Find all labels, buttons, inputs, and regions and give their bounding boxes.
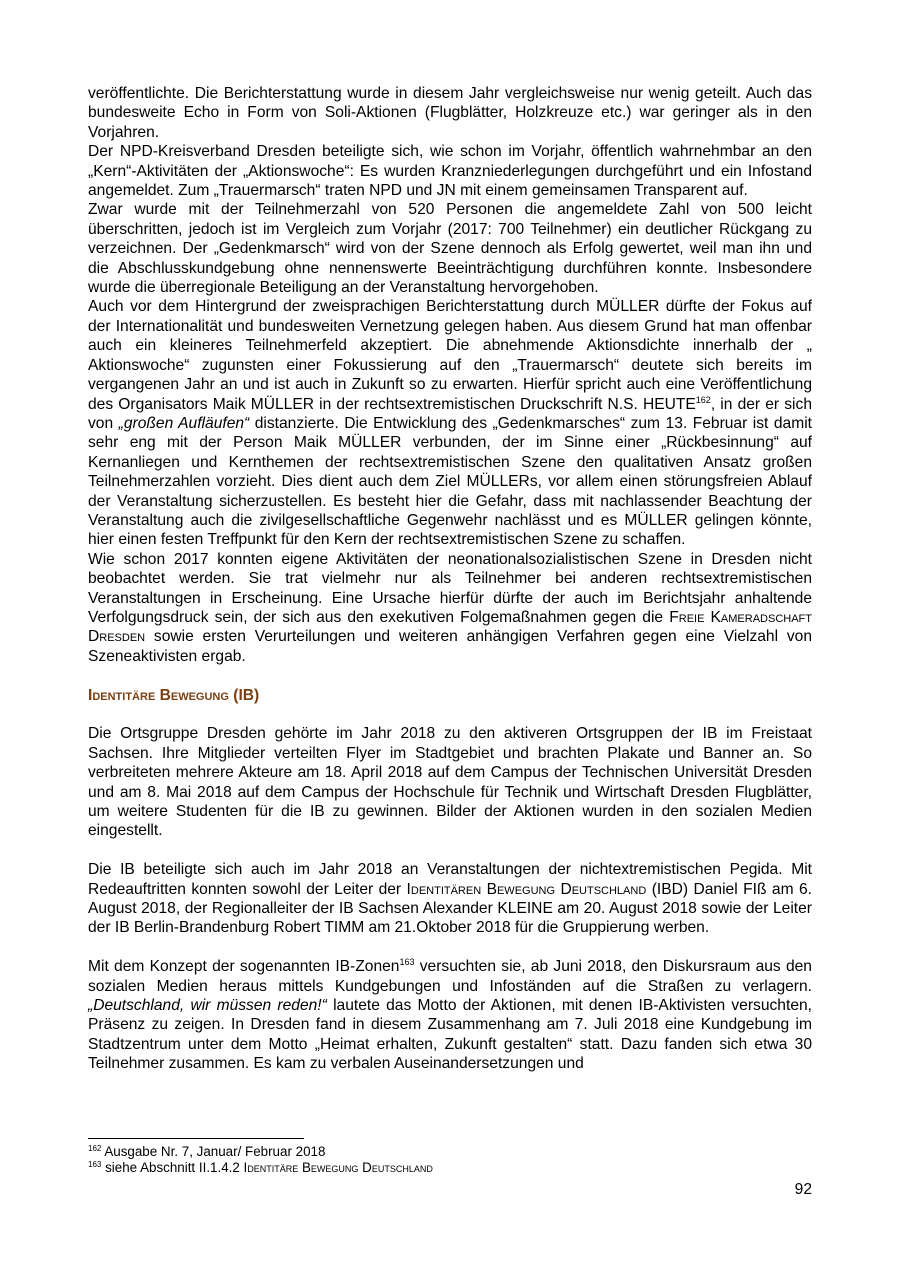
text-run: Auch vor dem Hintergrund der zweisprachigen Berichterstattung durch MÜLLER dürfte der Fokus auf der Internationalität und bundesweiten Vernetzung gelegen haben. Aus diesem Grund hat man offenbar auch ein kleineres Teilnehmerfeld akzeptiert. Die abnehmende Aktionsdichte innerhalb der „ Aktionswoche“ zugunsten einer Fokussierung auf den „Trauermarsch“ deutete sich bereits im vergangenen Jahr an und ist auch in Zukunft so zu erwarten. Hierfür spricht auch eine Veröffentlichung des Organisators Maik MÜLLER in der rechtsextremistischen Druckschrift N.S. HEUTE [88,298,812,413]
quote-emphasis: „Deutschland, wir müssen reden!“ [88,997,327,1015]
footnote-divider [88,1138,304,1139]
text-run: Die IB beteiligte sich auch im Jahr 2018 an Veranstaltungen der nichtextremistischen Pegida. Mit Redeauftritten konnten sowohl der Leiter der [88,861,812,898]
footnote-text: siehe Abschnitt II.1.4.2 [101,1160,244,1175]
footnotes [88,1144,812,1176]
text-run: versuchten sie, ab Juni 2018, den Diskursraum aus den sozialen Medien heraus mittels Kundgebungen und Infoständen auf die Straßen zu verlagern. [88,958,812,995]
text-run: Mit dem Konzept der sogenannten IB-Zonen [88,958,400,976]
page-number: 92 [794,1181,812,1198]
footnote-ref-162[interactable]: 162 [695,394,711,405]
footnote-163 [88,1160,812,1176]
heading-abbrev: (IB) [228,686,260,704]
section-heading-ib [88,686,812,705]
paragraph-mueller [88,297,812,549]
text-run: distanzierte. Die Entwicklung des „Gedenkmarsches“ zum 13. Februar ist damit sehr eng mit der Person Maik MÜLLER verbunden, der im Sinne einer „Rückbesinnung“ auf Kernanliegen und Kernthemen der rechtsextremistischen Szene den qualitativen Ansatz großen Teilnehmerzahlen vorzieht. Dies dient auch dem Ziel MÜLLERs, vor allem einen störungsfreien Ablauf der Veranstaltung sicherzustellen. Es besteht hier die Gefahr, dass mit nachlassender Beachtung der Veranstaltung auch die zivilgesellschaftliche Gegenwehr nachlässt und es MÜLLER gelingen könnte, hier einen festen Treffpunkt für den Kern der rechtsextremistischen Szene zu schaffen. [88,414,813,549]
text-run: (IBD) Daniel FIß am 6. August 2018, der Regionalleiter der IB Sachsen Alexander KLEINE am 20. August 2018 sowie der Leiter der IB Berlin-Brandenburg Robert TIMM am 21.Oktober 2018 für die Gruppierung werben. [88,880,812,937]
footnote-number: 163 [88,1160,102,1169]
paragraph-ib-dresden: Die Ortsgruppe Dresden gehörte im Jahr 2018 zu den aktiveren Ortsgruppen der IB im Freistaat Sachsen. Ihre Mitglieder verteilten Flyer im Stadtgebiet und brachten Plakate und Banner an. So verbreiteten mehrere Akteure am 18. April 2018 auf dem Campus der Technischen Universität Dresden und am 8. Mai 2018 auf dem Campus der Hochschule für Technik und Wirtschaft Dresden Flugblätter, um weitere Studenten für die IB zu gewinnen. Bilder der Aktionen wurden in den sozialen Medien eingestellt. [88,725,812,840]
text-run: sowie ersten Verurteilungen und weiteren anhängigen Verfahren gegen eine Vielzahl von Szeneaktivisten ergab. [88,628,812,665]
paragraph-ib-zones [88,957,812,1073]
footnote-org-name: Identitäre Bewegung Deutschland [243,1160,433,1175]
paragraph-reporting: veröffentlichte. Die Berichterstattung wurde in diesem Jahr vergleichsweise nur wenig geteilt. Auch das bundesweite Echo in Form von Soli-Aktionen (Flugblätter, Holzkreuze etc.) war geringer als in den Vorjahren. [88,85,812,141]
footnote-number: 162 [88,1144,102,1153]
heading-text: Identitäre Bewegung [88,686,229,704]
org-name: Identitären Bewegung Deutschland [406,880,647,898]
text-run: lautete das Motto der Aktionen, mit denen IB-Aktivisten versuchten, Präsenz zu zeigen. In Dresden fand in diesem Zusammenhang am 7. Juli 2018 eine Kundgebung im Stadtzentrum unter dem Motto „Heimat erhalten, Zukunft gestalten“ statt. Dazu fanden sich etwa 30 Teilnehmer zusammen. Es kam zu verbalen Auseinandersetzungen und [88,997,812,1073]
paragraph-participants: Zwar wurde mit der Teilnehmerzahl von 520 Personen die angemeldete Zahl von 500 leicht überschritten, jedoch ist im Vergleich zum Vorjahr (2017: 700 Teilnehmer) ein deutlicher Rückgang zu verzeichnen. Der „Gedenkmarsch“ wird von der Szene dennoch als Erfolg gewertet, weil man ihn und die Abschlusskundgebung ohne nennenswerte Beeinträchtigung durchführen konnte. Insbesondere wurde die überregionale Beteiligung an der Veranstaltung hervorgehoben. [88,201,812,297]
paragraph-ib-pegida [88,860,812,938]
page-body [88,84,812,1074]
text-run: Wie schon 2017 konnten eigene Aktivitäten der neonationalsozialistischen Szene in Dresden nicht beobachtet werden. Sie trat vielmehr nur als Teilnehmer bei anderen rechtsextremistischen Veranstaltungen in Erscheinung. Eine Ursache hierfür dürfte der auch im Berichtsjahr anhaltende Verfolgungsdruck sein, der sich aus den exekutiven Folgemaßnahmen gegen die [88,550,812,626]
footnote-ref-163[interactable]: 163 [399,957,415,968]
paragraph-neonazi-scene [88,550,812,666]
footnote-text: Ausgabe Nr. 7, Januar/ Februar 2018 [101,1144,326,1159]
paragraph-npd-dresden: Der NPD-Kreisverband Dresden beteiligte sich, wie schon im Vorjahr, öffentlich wahrnehmbar an den „Kern“-Aktivitäten der „Aktionswoche“: Es wurden Kranzniederlegungen durchgeführt und ein Infostand angemeldet. Zum „Trauermarsch“ traten NPD und JN mit einem gemeinsamen Transparent auf. [88,143,812,200]
footnote-162 [88,1144,812,1160]
quote-emphasis: „großen Aufläufen“ [118,414,250,432]
text-run: , in der er sich von [88,395,812,432]
org-name: Freie Kameradschaft Dresden [88,608,812,646]
